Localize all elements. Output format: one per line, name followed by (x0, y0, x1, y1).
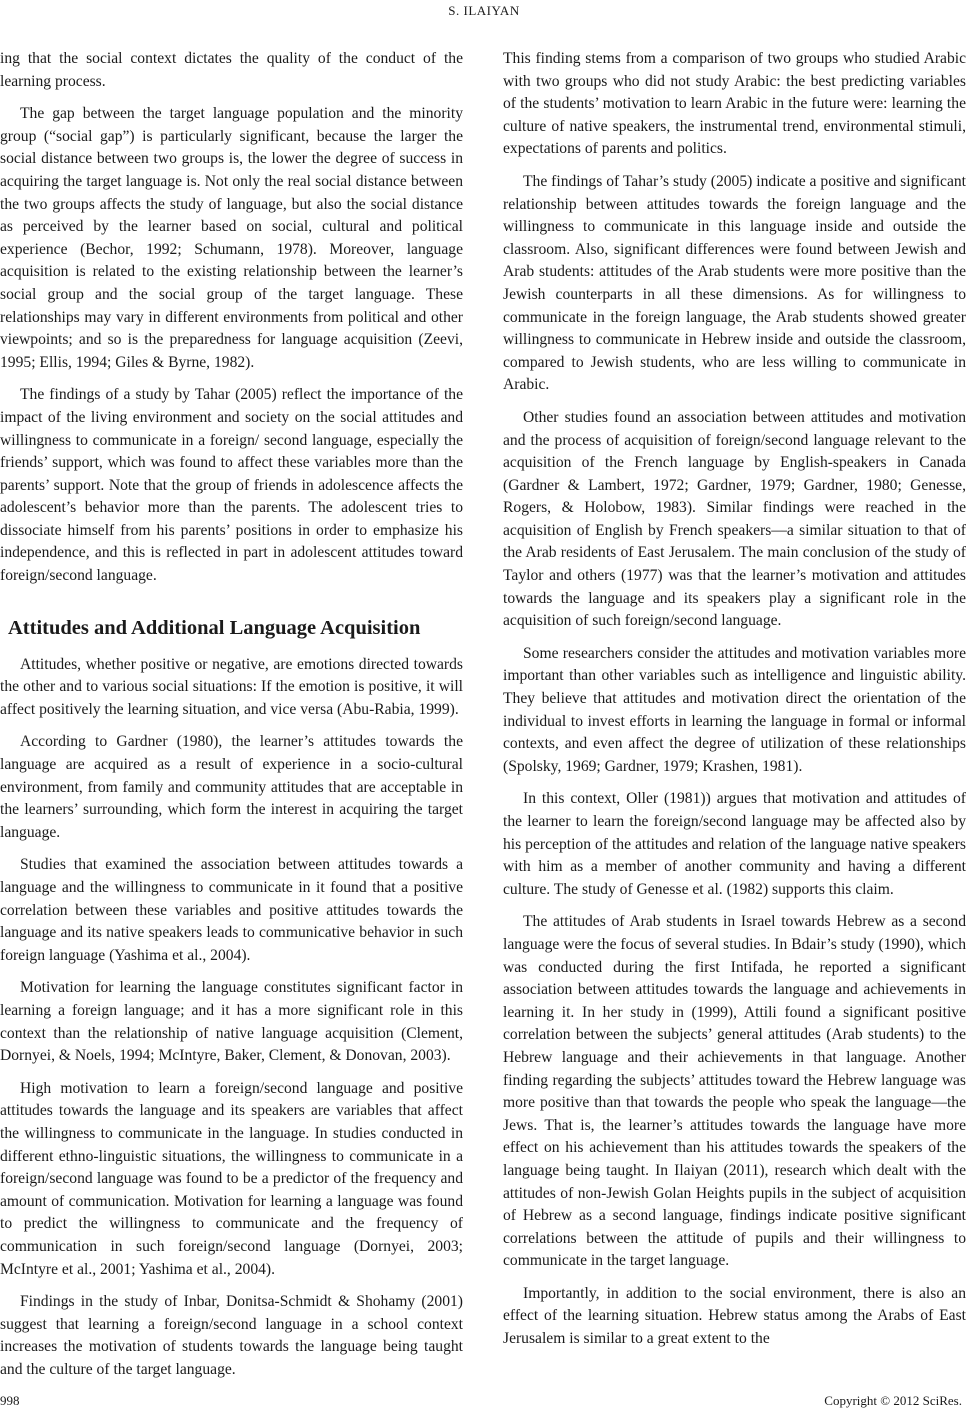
paragraph: Attitudes, whether positive or negative, are emotions directed towards the other and to various social situations: If the emotion is positive, it will affect positively the learning situation, and vice versa (Abu-Rabia, 1999). (0, 655, 463, 718)
copyright-notice: Copyright © 2012 SciRes. (824, 1393, 962, 1408)
paragraph: ing that the social context dictates the quality of the conduct of the learning process. (0, 50, 463, 90)
running-head: S. ILAIYAN (448, 3, 520, 18)
paragraph: In this context, Oller (1981)) argues that motivation and attitudes of the learner to learn the foreign/second language may be affected also by his perception of the attitudes and relation of the language native speakers with him as a member of another community and having a different culture. The study of Genesse et al. (1982) supports this claim. (503, 790, 966, 898)
paragraph: Other studies found an association between attitudes and motivation and the process of acquisition of foreign/second language relevant to the acquisition of the French language by English-speakers in Canada (Gardner & Lambert, 1972; Gardner, 1979; Gardner, 1980; Genesse, Rogers, & Holobow, 1983). Similar findings were reached in the acquisition of English by French speakers—a similar situation to that of the Arab residents of East Jerusalem. The main conclusion of the study of Taylor and others (1977) was that the learner’s motivation and attitudes towards the language and its speakers play a significant role in the acquisition of such foreign/second language. (503, 408, 966, 630)
paragraph: The findings of Tahar’s study (2005) indicate a positive and significant relationship between attitudes towards the foreign language and the willingness to communicate in this language inside and outside the classroom. Also, significant differences were found between Jewish and Arab students: attitudes of the Arab students were more positive than the Jewish counterparts in all these dimensions. As for willingness to communicate in the foreign language, the Arab students showed greater willingness to communicate in Hebrew inside and outside the classroom, compared to Jewish students, who are less willing to communicate in Arabic. (503, 172, 966, 394)
paragraph: Studies that examined the association between attitudes towards a language and the willingness to communicate in it found that a positive correlation between these variables and positive attitudes towards the language and its native speakers leads to communicative behavior in such foreign language (Yashima et al., 2004). (0, 856, 463, 964)
paragraph: The findings of a study by Tahar (2005) reflect the importance of the impact of the living environment and society on the social attitudes and willingness to communicate in a foreign/ second language, especially the friends’ support, which was found to affect these variables more than the parents’ support. Note that the group of friends in adolescence affects the adolescent’s behavior more than the parents. The adolescent tries to dissociate himself from his parents’ positions in order to emphasize his independence, and this is reflected in part in adolescent attitudes toward foreign/second language. (0, 386, 463, 585)
section-heading: Attitudes and Additional Language Acquisition (8, 616, 421, 639)
paragraph: Motivation for learning the language constitutes significant factor in learning a foreign language; and it has a more significant role in this context than the relationship of native language acquisition (Clement, Dornyei, & Noels, 1994; McIntyre, Baker, Clement, & Donovan, 2003). (0, 979, 463, 1065)
paragraph: The gap between the target language population and the minority group (“social gap”) is particularly significant, because the larger the social distance between two groups is, the lower the degree of success in acquiring the target language is. Not only the real social distance between the two groups affects the study of language, but also the social distance as perceived by the learner based on social, cultural and political experience (Bechor, 1992; Schumann, 1978). Moreover, language acquisition is related to the existing relationship between the learner’s social group and the social group of the target language. These relationships may vary in different environments from political and other viewpoints; and so is the preparedness for language acquisition (Zeevi, 1995; Ellis, 1994; Giles & Byrne, 1982). (0, 105, 463, 371)
left-column (0, 48, 463, 1391)
right-column (503, 48, 966, 1361)
page-number: 998 (0, 1393, 20, 1408)
paragraph: The attitudes of Arab students in Israel towards Hebrew as a second language were the focus of several studies. In Bdair’s study (1990), which was conducted during the first Intifada, he reported a significant association between attitudes towards the language and achievements in learning it. In her study in (1999), Attili found a significant positive correlation between the subjects’ general attitudes (Arab students) to the Hebrew language and their achievements in that language. Another finding regarding the subjects’ attitudes toward the Hebrew language was more positive than that towards the people who speak the language—the Jews. That is, the learner’s attitudes towards the language have more effect on his achievement than his attitudes towards the speakers of the language being taught. In Ilaiyan (2011), research which dealt with the attitudes of non-Jewish Golan Heights pupils in the subject of acquisition of Hebrew as a second language, findings indicate positive significant correlations between the attitude of pupils and their willingness to communicate in the target language. (503, 913, 966, 1270)
paragraph: This finding stems from a comparison of two groups who studied Arabic with two groups who did not study Arabic: the best predicting variables of the students’ motivation to learn Arabic in the future were: learning the culture of native speakers, the instrumental trend, environmental stimuli, expectations of parents and politics. (503, 50, 966, 158)
paragraph: Importantly, in addition to the social environment, there is also an effect of the learning situation. Hebrew status among the Arabs of East Jerusalem is similar to a great extent to the (503, 1284, 966, 1348)
paragraph: Findings in the study of Inbar, Donitsa-Schmidt & Shohamy (2001) suggest that learning a foreign/second language in a school context increases the motivation of students towards the language being taught and the culture of the target language. (0, 1293, 463, 1378)
paragraph: High motivation to learn a foreign/second language and positive attitudes towards the language and its speakers are variables that affect the willingness to communicate in the language. In studies conducted in different ethno-linguistic situations, the willingness to communicate in a foreign/second language was found to be a predictor of the frequency and amount of communication. Motivation for learning a language was found to predict the willingness to communicate and the frequency of communication in such foreign/second language (Dornyei, 2003; McIntyre et al., 2001; Yashima et al., 2004). (0, 1079, 463, 1278)
paragraph: Some researchers consider the attitudes and motivation variables more important than other variables such as intelligence and linguistic ability. They believe that attitudes and motivation direct the orientation of the individual to invest efforts in learning the language in formal or informal contexts, and even affect the degree of utilization of these relationships (Spolsky, 1969; Gardner, 1979; Krashen, 1981). (503, 644, 966, 775)
paragraph: According to Gardner (1980), the learner’s attitudes towards the language are acquired as a result of experience in a socio-cultural environment, from family and community attitudes that are acceptable in the learners’ surrounding, which form the interest in acquiring the target language. (0, 733, 463, 841)
